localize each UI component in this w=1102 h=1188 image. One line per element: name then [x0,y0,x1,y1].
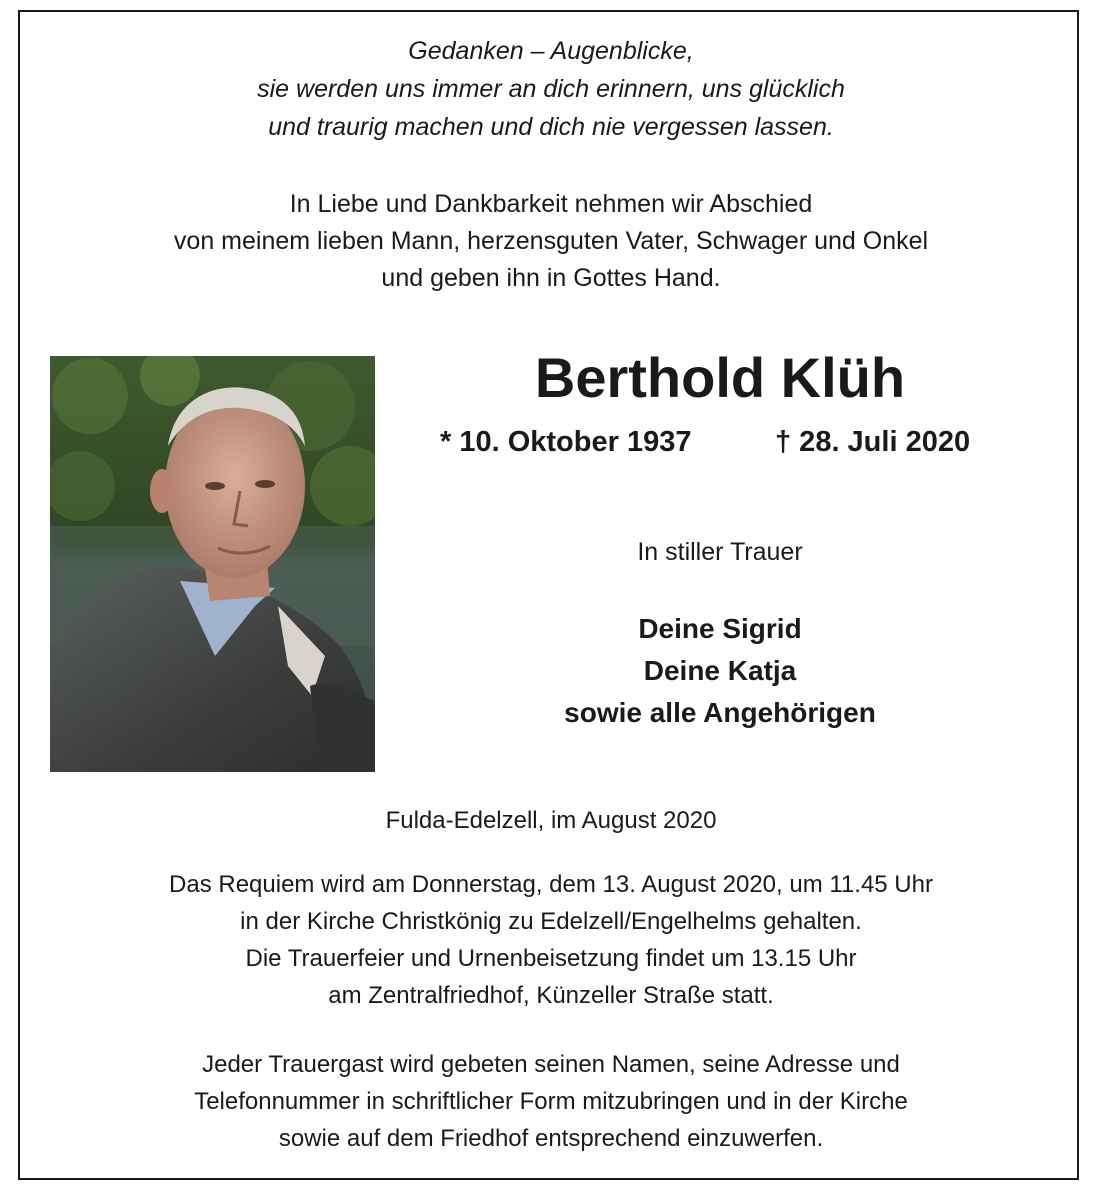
mourning-label: In stiller Trauer [637,538,803,566]
requiem-line-3: Die Trauerfeier und Urnenbeisetzung findet um 13.15 Uhr [245,945,857,972]
signer-2: Deine Katja [643,655,797,686]
requiem-line-4: am Zentralfriedhof, Künzeller Straße statt. [328,982,774,1009]
birth-date: * 10. Oktober 1937 [440,426,692,458]
deceased-name: Berthold Klüh [534,346,906,409]
intro-line-3: und geben ihn in Gottes Hand. [381,264,721,292]
motto-line-3: und traurig machen und dich nie vergessen lassen. [268,113,834,141]
notice-line-2: Telefonnummer in schriftlicher Form mitzubringen und in der Kirche [194,1088,908,1115]
place-date: Fulda-Edelzell, im August 2020 [385,807,717,834]
signer-1: Deine Sigrid [638,613,802,644]
death-date: † 28. Juli 2020 [775,426,971,458]
notice-line-3: sowie auf dem Friedhof entsprechend einzuwerfen. [278,1125,824,1152]
requiem-line-1: Das Requiem wird am Donnerstag, dem 13. August 2020, um 11.45 Uhr [169,871,933,898]
intro-line-2: von meinem lieben Mann, herzensguten Vater, Schwager und Onkel [173,227,929,255]
motto-line-2: sie werden uns immer an dich erinnern, uns glücklich [257,75,845,103]
requiem-line-2: in der Kirche Christkönig zu Edelzell/Engelhelms gehalten. [240,908,862,935]
notice-line-1: Jeder Trauergast wird gebeten seinen Namen, seine Adresse und [202,1051,900,1078]
signers-block [420,608,1020,734]
portrait-photo [50,356,375,772]
motto-line-1: Gedanken – Augenblicke, [408,37,694,65]
signer-3: sowie alle Angehörigen [564,697,876,728]
intro-line-1: In Liebe und Dankbarkeit nehmen wir Abschied [289,190,813,218]
